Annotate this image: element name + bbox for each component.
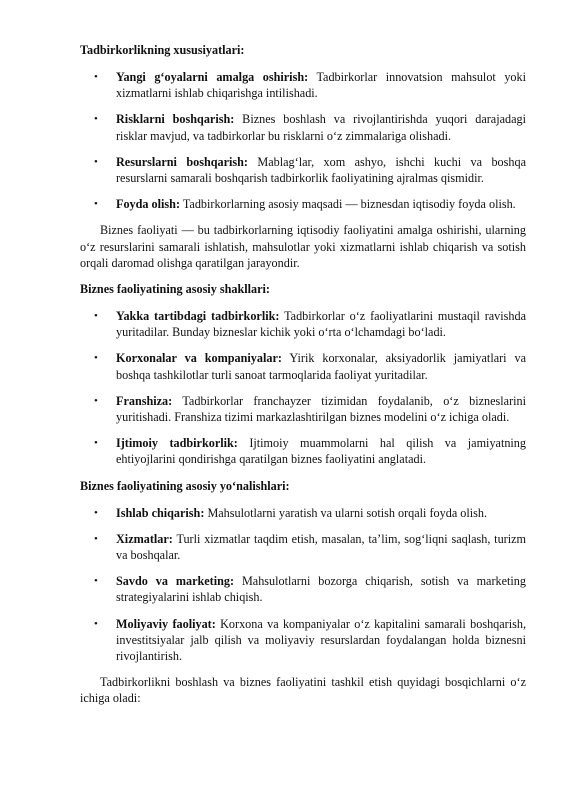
item-text: Turli xizmatlar taqdim etish, masalan, ta’lim, sog‘liqni saqlash, turizm va boshqalar.	[116, 531, 526, 563]
item-text: Korxona va kompaniyalar o‘z kapitalini samarali boshqarish, investitsiyalar jalb qilish va moliyaviy resurslardan foydalangan holda biznesni rivojlantirish.	[116, 616, 527, 664]
bullet-icon: •	[94, 575, 98, 588]
item-text: Yirik korxonalar, aksiyadorlik jamiyatlari va boshqa tashkilotlar turli sanoat tarmoqlarida faoliyat yuritadilar.	[116, 351, 526, 382]
item-text: Tadbirkorlar innovatsion mahsulot yoki xizmatlarni ishlab chiqarishga intilishadi.	[116, 70, 526, 101]
bullet-icon: •	[94, 352, 98, 365]
list-item	[80, 196, 526, 212]
item-label: Yakka tartibdagi tadbirkorlik:	[116, 309, 280, 324]
item-text: Tadbirkorlar franchayzer tizimidan foydalanib, o‘z bizneslarini yuritishadi. Franshiza tizimi markazlashtirilgan biznes modelini o‘z ichiga oladi.	[116, 393, 526, 425]
list-item	[80, 350, 526, 382]
bullet-icon: •	[94, 198, 98, 211]
list-item	[80, 69, 526, 101]
item-label: Risklarni boshqarish:	[116, 112, 235, 127]
bullet-icon: •	[94, 310, 98, 323]
item-label: Korxonalar va kompaniyalar:	[116, 351, 282, 366]
bullet-icon: •	[94, 113, 98, 126]
section-heading-features: Tadbirkorlikning xususiyatlari:	[80, 43, 245, 57]
item-label: Xizmatlar:	[116, 531, 173, 546]
list-item	[80, 531, 526, 563]
bullet-icon: •	[94, 71, 98, 83]
item-text: Tadbirkorlarning asosiy maqsadi — biznesdan iqtisodiy foyda olish.	[180, 197, 516, 212]
item-text: Mablag‘lar, xom ashyo, ishchi kuchi va boshqa resurslarni samarali boshqarish tadbirkorlik faoliyatining ajralmas qismidir.	[116, 154, 526, 186]
item-label: Ijtimoiy tadbirkorlik:	[116, 436, 238, 451]
features-list	[80, 69, 526, 212]
item-text: Ijtimoiy muammolarni hal qilish va jamiyatning ehtiyojlarini qondirishga qaratilgan biznes faoliyatini anglatadi.	[116, 436, 526, 467]
body-paragraph: Biznes faoliyati — bu tadbirkorlarning iqtisodiy faoliyatini amalga oshirishi, ularning o‘z resurslarini samarali ishlatish, mahsulotlar yoki xizmatlarni ishlab chiqarish va sotish orqali daromad olishga qaratilgan jarayondir.	[80, 223, 526, 270]
directions-list	[80, 505, 526, 665]
document-page	[80, 42, 526, 717]
bullet-icon: •	[94, 617, 98, 630]
bullet-icon: •	[94, 155, 98, 168]
item-label: Ishlab chiqarish:	[116, 505, 205, 520]
item-text: Tadbirkorlar o‘z faoliyatlarini mustaqil ravishda yuritadilar. Bunday bizneslar kichik yoki o‘rta o‘lchamdagi bo‘ladi.	[116, 309, 526, 340]
list-item	[80, 393, 526, 425]
section-heading-forms: Biznes faoliyatining asosiy shakllari:	[80, 282, 270, 297]
list-item	[80, 505, 526, 521]
item-label: Moliyaviy faoliyat:	[116, 616, 216, 631]
list-item	[80, 308, 526, 340]
bullet-icon: •	[94, 437, 98, 450]
section-heading-directions: Biznes faoliyatining asosiy yo‘nalishlari:	[80, 478, 290, 493]
list-item	[80, 154, 526, 186]
list-item	[80, 616, 526, 665]
item-label: Savdo va marketing:	[116, 574, 235, 589]
item-label: Foyda olish:	[116, 197, 180, 212]
body-paragraph: Tadbirkorlikni boshlash va biznes faoliyatini tashkil etish quyidagi bosqichlarni o‘z ichiga oladi:	[80, 675, 526, 706]
item-text: Mahsulotlarni bozorga chiqarish, sotish va marketing strategiyalarini ishlab chiqish.	[116, 574, 526, 605]
bullet-icon: •	[94, 394, 98, 407]
item-text: Biznes boshlash va rivojlantirishda yuqori darajadagi risklar mavjud, va tadbirkorlar bu risklarni o‘z zimmalariga olishadi.	[116, 112, 526, 143]
list-item	[80, 111, 526, 143]
bullet-icon: •	[94, 532, 98, 545]
list-item	[80, 573, 526, 605]
item-label: Yangi g‘oyalarni amalga oshirish:	[116, 70, 309, 84]
forms-list	[80, 308, 526, 468]
list-item	[80, 435, 526, 467]
bullet-icon: •	[94, 506, 98, 519]
item-label: Franshiza:	[116, 393, 173, 408]
item-label: Resurslarni boshqarish:	[116, 154, 248, 169]
item-text: Mahsulotlarni yaratish va ularni sotish orqali foyda olish.	[204, 505, 488, 520]
